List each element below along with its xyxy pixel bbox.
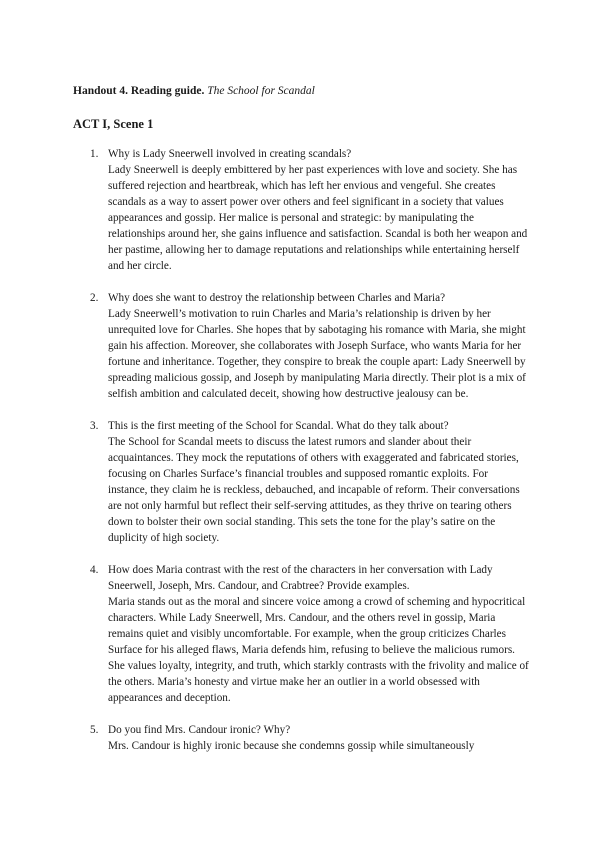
question-item — [90, 562, 530, 706]
question-number: 3. — [90, 420, 99, 432]
question-list — [90, 146, 530, 770]
question-item — [90, 146, 530, 274]
answer-text: Maria stands out as the moral and sincere voice among a crowd of scheming and hypocritical characters. While Lady Sneerwell, Mrs. Candour, and the others revel in gossip, Maria remains quiet and visibly uncomfortable. For example, when the group criticizes Charles Surface for his alleged flaws, Maria defends him, refusing to believe the malicious rumors. She values loyalty, integrity, and truth, which starkly contrasts with the frivolity and malice of the others. Maria’s honesty and virtue make her an outlier in a world obsessed with appearances and deception. — [108, 596, 529, 704]
question-item — [90, 722, 530, 754]
question-item — [90, 290, 530, 402]
question-number: 2. — [90, 292, 99, 304]
question-text: How does Maria contrast with the rest of the characters in her conversation with Lady Sneerwell, Joseph, Mrs. Candour, and Crabtree? Provide examples. — [108, 564, 493, 592]
handout-title — [73, 84, 315, 98]
handout-label: Handout 4. Reading guide. — [73, 85, 205, 97]
answer-text: The School for Scandal meets to discuss the latest rumors and slander about their acquaintances. They mock the reputations of others with exaggerated and fabricated stories, focusing on Charles Surface’s financial troubles and supposed romantic exploits. For instance, they claim he is reckless, debauched, and incapable of reform. Their conversations are not only harmful but reflect their self-serving attitudes, as they thrive on tearing others down to bolster their own social standing. This sets the tone for the play’s satire on the duplicity of high society. — [108, 436, 520, 544]
section-heading: ACT I, Scene 1 — [73, 117, 154, 131]
answer-text: Lady Sneerwell is deeply embittered by her past experiences with love and society. She has suffered rejection and heartbreak, which has left her envious and vengeful. She creates scandals as a way to assert power over others and feel significant in a society that values appearances and gossip. Her malice is personal and strategic: by manipulating the relationships around her, she gains influence and satisfaction. Scandal is both her weapon and her pastime, allowing her to damage reputations and relationships while entertaining herself and her circle. — [108, 164, 528, 272]
answer-text: Lady Sneerwell’s motivation to ruin Charles and Maria’s relationship is driven by her unrequited love for Charles. She hopes that by sabotaging his romance with Maria, she might gain his affection. Moreover, she collaborates with Joseph Surface, who wants Maria for her fortune and inheritance. Together, they conspire to break the couple apart: Lady Sneerwell by spreading malicious gossip, and Joseph by manipulating Maria directly. Their plot is a mix of selfish ambition and calculated deceit, showing how destructive jealousy can be. — [108, 308, 526, 400]
question-text: Why is Lady Sneerwell involved in creating scandals? — [108, 148, 352, 160]
answer-text: Mrs. Candour is highly ironic because she condemns gossip while simultaneously — [108, 740, 475, 752]
question-number: 1. — [90, 148, 99, 160]
work-title: The School for Scandal — [207, 85, 315, 97]
question-number: 4. — [90, 564, 99, 576]
question-item — [90, 418, 530, 546]
question-text: Do you find Mrs. Candour ironic? Why? — [108, 724, 291, 736]
question-text: This is the first meeting of the School for Scandal. What do they talk about? — [108, 420, 449, 432]
question-number: 5. — [90, 724, 99, 736]
question-text: Why does she want to destroy the relationship between Charles and Maria? — [108, 292, 446, 304]
